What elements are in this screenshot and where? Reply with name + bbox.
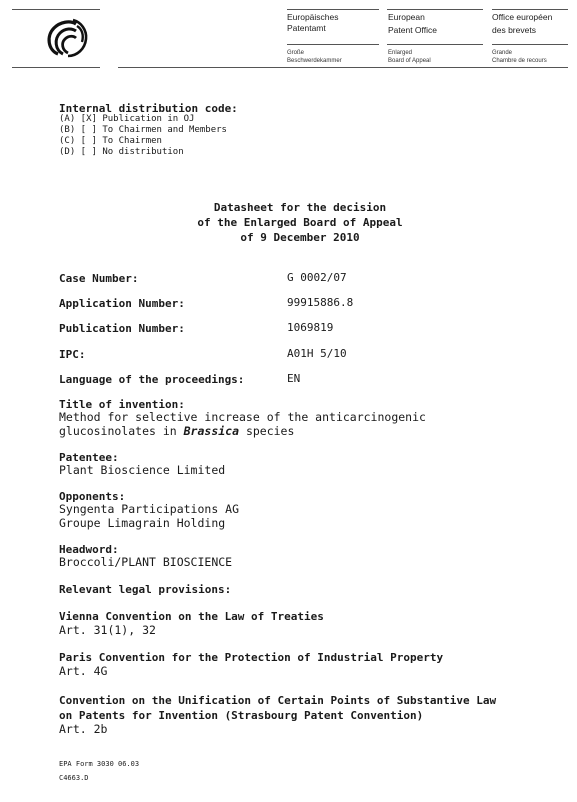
ipc-value: A01H 5/10 <box>287 347 347 360</box>
board-fr <box>492 50 547 65</box>
footer-code: C4663.D <box>59 774 89 782</box>
board-line1: Enlarged <box>388 50 413 56</box>
provision-3-title-line2: on Patents for Invention (Strasbourg Patent Convention) <box>59 709 424 722</box>
office-de <box>287 12 339 34</box>
provision-3-title-line1: Convention on the Unification of Certain Points of Substantive Law <box>59 694 497 707</box>
office-name-line2: des brevets <box>492 25 536 35</box>
office-name-line2: Patentamt <box>287 23 326 33</box>
footer-form: EPA Form 3030 06.03 <box>59 760 140 768</box>
language-value: EN <box>287 372 301 385</box>
header-rule-left-bottom <box>12 67 100 68</box>
distribution-list <box>59 114 227 158</box>
office-rule-en-mid <box>387 44 483 45</box>
patentee-label: Patentee: <box>59 451 119 464</box>
provision-2-title: Paris Convention for the Protection of Industrial Property <box>59 651 444 664</box>
epo-logo <box>44 14 92 60</box>
opponents-list <box>59 503 239 530</box>
provision-1-article: Art. 31(1), 32 <box>59 623 156 637</box>
headword-value: Broccoli/PLANT BIOSCIENCE <box>59 555 233 569</box>
office-name-line1: Europäisches <box>287 12 339 22</box>
ipc-label: IPC: <box>59 348 86 361</box>
opponent-item: Syngenta Participations AG <box>59 502 240 516</box>
board-line2: Beschwerdekammer <box>287 57 342 64</box>
distribution-item-d: (D) [ ] No distribution <box>59 147 184 157</box>
board-line2: Board of Appeal <box>388 57 431 64</box>
distribution-item-b: (B) [ ] To Chairmen and Members <box>59 125 227 135</box>
board-line1: Große <box>287 50 305 56</box>
application-number-value: 99915886.8 <box>287 296 354 309</box>
datasheet-title-line1: Datasheet for the decision <box>213 201 387 214</box>
datasheet-title-line2: of the Enlarged Board of Appeal <box>197 216 403 229</box>
office-rule-de <box>287 9 379 10</box>
relevant-provisions-label: Relevant legal provisions: <box>59 583 232 596</box>
opponents-label: Opponents: <box>59 490 126 503</box>
board-en <box>388 50 431 65</box>
opponent-item: Groupe Limagrain Holding <box>59 515 226 530</box>
provision-3-title <box>59 693 496 723</box>
datasheet-title-line3: of 9 December 2010 <box>240 231 360 244</box>
provision-2-article: Art. 4G <box>59 664 108 678</box>
board-line2: Chambre de recours <box>492 57 547 64</box>
distribution-item-c: (C) [ ] To Chairmen <box>59 136 162 146</box>
epo-logo-icon <box>44 14 92 60</box>
title-of-invention-line1: Method for selective increase of the anticarcinogenic <box>59 410 426 424</box>
office-en <box>388 12 437 36</box>
header-rule-left-top <box>12 9 100 10</box>
title-of-invention-text <box>59 411 426 438</box>
title-of-invention-label: Title of invention: <box>59 398 185 411</box>
title-line2-post: species <box>239 423 295 438</box>
datasheet-title <box>150 200 450 245</box>
headword-label: Headword: <box>59 543 119 556</box>
office-rule-fr <box>492 9 568 10</box>
office-rule-de-mid <box>287 44 379 45</box>
title-line2-pre: glucosinolates in <box>59 423 184 438</box>
case-number-value: G 0002/07 <box>287 271 347 284</box>
header-rule-long <box>118 67 568 68</box>
office-rule-en <box>387 9 483 10</box>
office-name-line1: European <box>388 12 425 22</box>
distribution-label: Internal distribution code: <box>59 102 238 115</box>
office-name-line1: Office européen <box>492 12 553 22</box>
publication-number-value: 1069819 <box>287 321 334 334</box>
provision-3-article: Art. 2b <box>59 722 108 736</box>
board-de <box>287 50 342 65</box>
office-name-line2: Patent Office <box>388 25 437 35</box>
title-of-invention-line2 <box>59 425 426 439</box>
publication-number-label: Publication Number: <box>59 322 185 335</box>
office-rule-fr-mid <box>492 44 568 45</box>
office-fr <box>492 12 552 36</box>
title-line2-italic: Brassica <box>183 423 240 438</box>
patentee-value: Plant Bioscience Limited <box>59 463 226 477</box>
application-number-label: Application Number: <box>59 297 185 310</box>
provision-1-title: Vienna Convention on the Law of Treaties <box>59 610 324 623</box>
case-number-label: Case Number: <box>59 272 139 285</box>
board-line1: Grande <box>492 50 513 56</box>
distribution-item-a: (A) [X] Publication in OJ <box>59 114 195 124</box>
language-label: Language of the proceedings: <box>59 373 245 386</box>
